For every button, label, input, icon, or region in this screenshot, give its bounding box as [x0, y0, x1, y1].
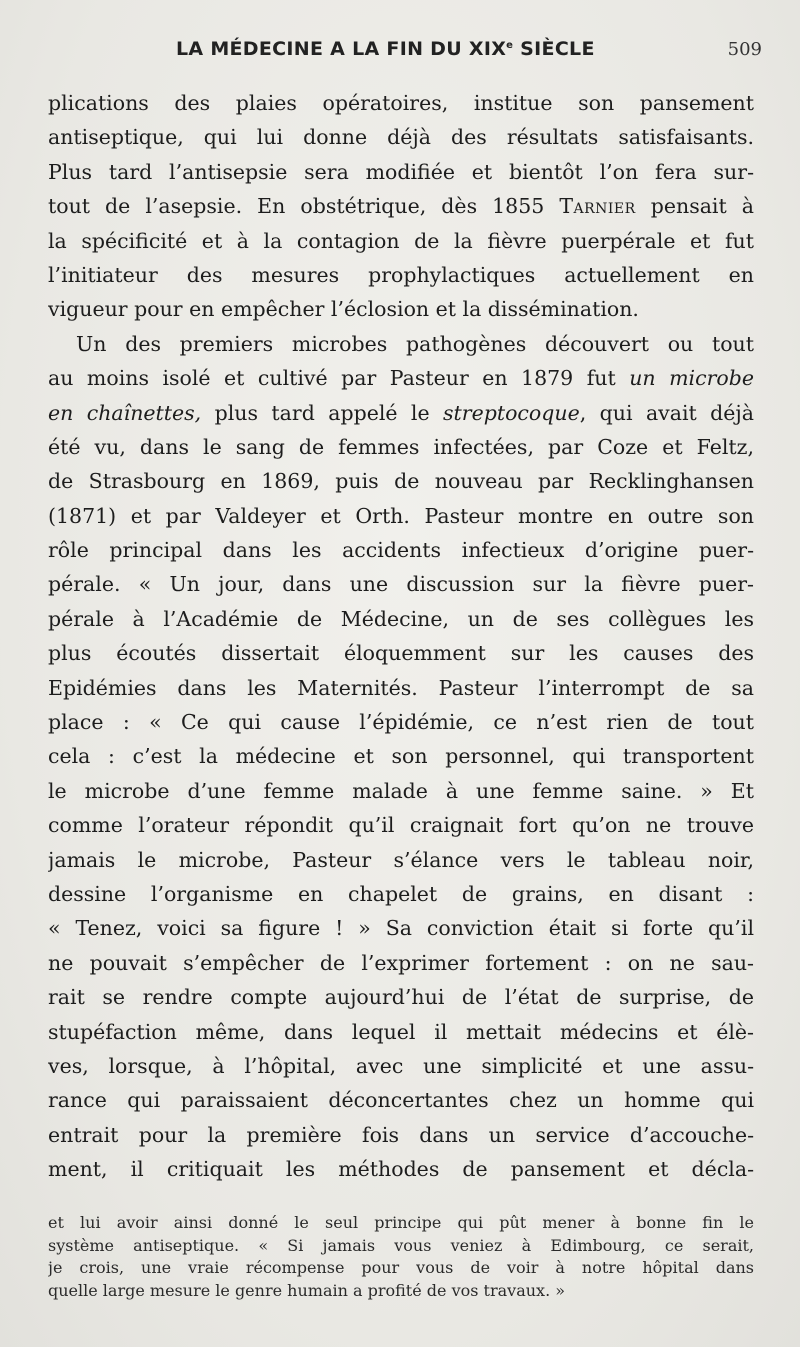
text-line: jamais le microbe, Pasteur s’élance vers le tableau noir,	[48, 847, 754, 872]
text-line: Epidémies dans les Maternités. Pasteur l’interrompt de sa	[48, 675, 754, 700]
text-line: rait se rendre compte aujourd’hui de l’état de surprise, de	[48, 985, 754, 1010]
footnote-line: système antiseptique. « Si jamais vous veniez à Edimbourg, ce serait,	[48, 1235, 754, 1255]
text-line: dessine l’organisme en chapelet de grains, en disant :	[48, 881, 754, 906]
text-line: l’initiateur des mesures prophylactiques actuellement en	[48, 262, 754, 287]
running-title: LA MÉDECINE A LA FIN DU XIXe SIÈCLE	[176, 38, 595, 60]
text-line: ne pouvait s’empêcher de l’exprimer fortement : on ne sau-	[48, 950, 754, 975]
text-line: pérale à l’Académie de Médecine, un de ses collègues les	[48, 606, 754, 631]
text-line: plus écoutés dissertait éloquemment sur les causes des	[48, 641, 754, 666]
text-line: « Tenez, voici sa figure ! » Sa conviction était si forte qu’il	[48, 916, 754, 941]
text-line: comme l’orateur répondit qu’il craignait fort qu’on ne trouve	[48, 813, 754, 838]
footnote-line: je crois, une vraie récompense pour vous de voir à notre hôpital dans	[48, 1258, 754, 1277]
main-text	[48, 86, 754, 1187]
page-number: 509	[727, 39, 762, 60]
text-line: rôle principal dans les accidents infectieux d’origine puer-	[48, 538, 754, 563]
author-name: Tarnier	[559, 194, 636, 219]
text-line: au moins isolé et cultivé par Pasteur en 1879 fut un microbe	[48, 366, 754, 391]
text-line: le microbe d’une femme malade à une femme saine. » Et	[48, 778, 754, 803]
text-line: vigueur pour en empêcher l’éclosion et la dissémination.	[48, 297, 639, 322]
footnote-line: quelle large mesure le genre humain a profité de vos travaux. »	[48, 1280, 566, 1300]
text-line: antiseptique, qui lui donne déjà des résultats satisfaisants.	[48, 125, 754, 150]
footnote-line: et lui avoir ainsi donné le seul principe qui pût mener à bonne fin le	[48, 1213, 754, 1232]
text-line: ves, lorsque, à l’hôpital, avec une simplicité et une assu-	[48, 1053, 754, 1078]
italic-term: streptocoque	[443, 400, 580, 425]
text-line: cela : c’est la médecine et son personnel, qui transportent	[48, 744, 754, 769]
text-line: entrait pour la première fois dans un service d’accouche-	[48, 1122, 754, 1147]
text-line: Un des premiers microbes pathogènes découvert ou tout	[76, 331, 754, 356]
text-line: tout de l’asepsie. En obstétrique, dès 1855 Tarnier pensait à	[48, 194, 754, 219]
text-line: plications des plaies opératoires, institue son pansement	[48, 91, 754, 115]
italic-term: un microbe	[629, 366, 754, 391]
text-line: (1871) et par Valdeyer et Orth. Pasteur montre en outre son	[48, 503, 754, 528]
text-line: la spécificité et à la contagion de la fièvre puerpérale et fut	[48, 228, 754, 253]
text-line: rance qui paraissaient déconcertantes chez un homme qui	[48, 1088, 754, 1113]
text-line: stupéfaction même, dans lequel il mettait médecins et élè-	[48, 1019, 754, 1044]
text-line: pérale. « Un jour, dans une discussion sur la fièvre puer-	[48, 572, 754, 597]
footnote	[48, 1212, 754, 1302]
page-header	[48, 38, 762, 66]
text-line: place : « Ce qui cause l’épidémie, ce n’est rien de tout	[48, 710, 754, 735]
text-line: ment, il critiquait les méthodes de pansement et décla-	[48, 1157, 754, 1182]
text-line: été vu, dans le sang de femmes infectées, par Coze et Feltz,	[48, 434, 754, 459]
text-line: Plus tard l’antisepsie sera modifiée et bientôt l’on fera sur-	[48, 159, 754, 184]
italic-term: en chaînettes,	[48, 400, 202, 425]
text-line: de Strasbourg en 1869, puis de nouveau par Recklinghansen	[48, 469, 754, 494]
text-line: en chaînettes, plus tard appelé le streptocoque, qui avait déjà	[48, 400, 754, 425]
